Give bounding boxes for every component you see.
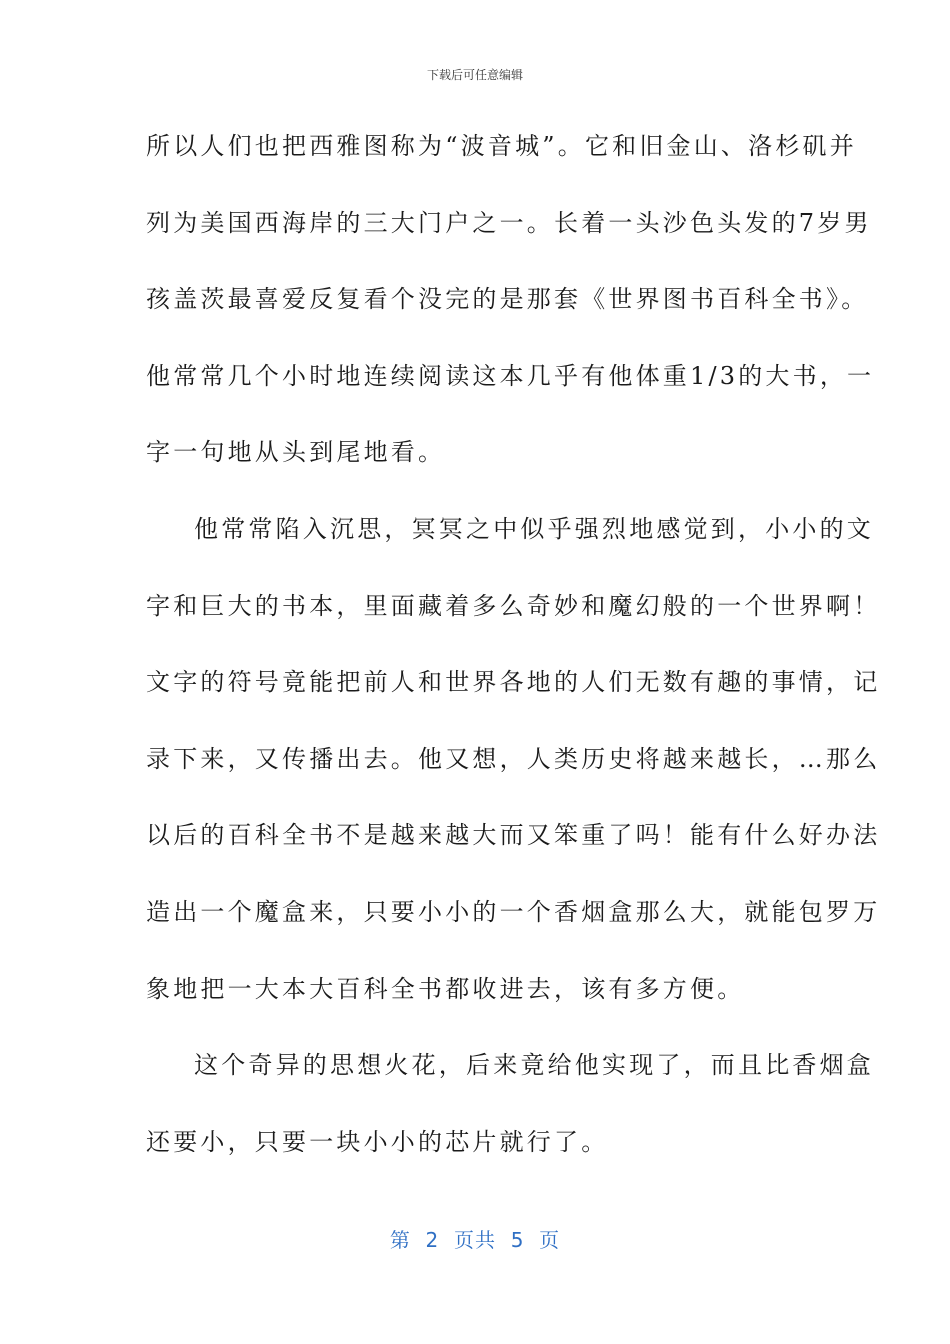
page-number-footer: 第 2 页共 5 页 xyxy=(389,1228,561,1252)
text-line: 字一句地从头到尾地看。 xyxy=(146,438,446,467)
text-line: 列为美国西海岸的三大门户之一。长着一头沙色头发的7岁男 xyxy=(146,208,872,237)
paragraph-first-line: 他常常陷入沉思，冥冥之中似乎强烈地感觉到，小小的文 xyxy=(194,514,874,543)
text-line: 所以人们也把西雅图称为“波音城”。它和旧金山、洛杉矶并 xyxy=(146,132,857,160)
page-header: 下载后可任意编辑 xyxy=(426,68,523,82)
document-body xyxy=(146,120,881,1192)
text-line: 还要小，只要一块小小的芯片就行了。 xyxy=(146,1127,609,1156)
text-line: 字和巨大的书本，里面藏着多么奇妙和魔幻般的一个世界啊！ xyxy=(146,591,881,620)
text-line: 文字的符号竟能把前人和世界各地的人们无数有趣的事情，记 xyxy=(146,668,881,697)
text-line: 孩盖茨最喜爱反复看个没完的是那套《世界图书百科全书》。 xyxy=(146,285,869,314)
text-line: 他常常几个小时地连续阅读这本几乎有他体重1/3的大书，一 xyxy=(146,361,875,390)
text-line: 造出一个魔盒来，只要小小的一个香烟盒那么大，就能包罗万 xyxy=(146,897,881,926)
text-line: 录下来，又传播出去。他又想，人类历史将越来越长，…那么 xyxy=(146,744,881,773)
paragraph-first-line: 这个奇异的思想火花，后来竟给他实现了，而且比香烟盒 xyxy=(194,1051,874,1080)
text-line: 以后的百科全书不是越来越大而又笨重了吗！能有什么好办法 xyxy=(146,821,881,850)
text-line: 象地把一大本大百科全书都收进去，该有多方便。 xyxy=(146,974,745,1003)
